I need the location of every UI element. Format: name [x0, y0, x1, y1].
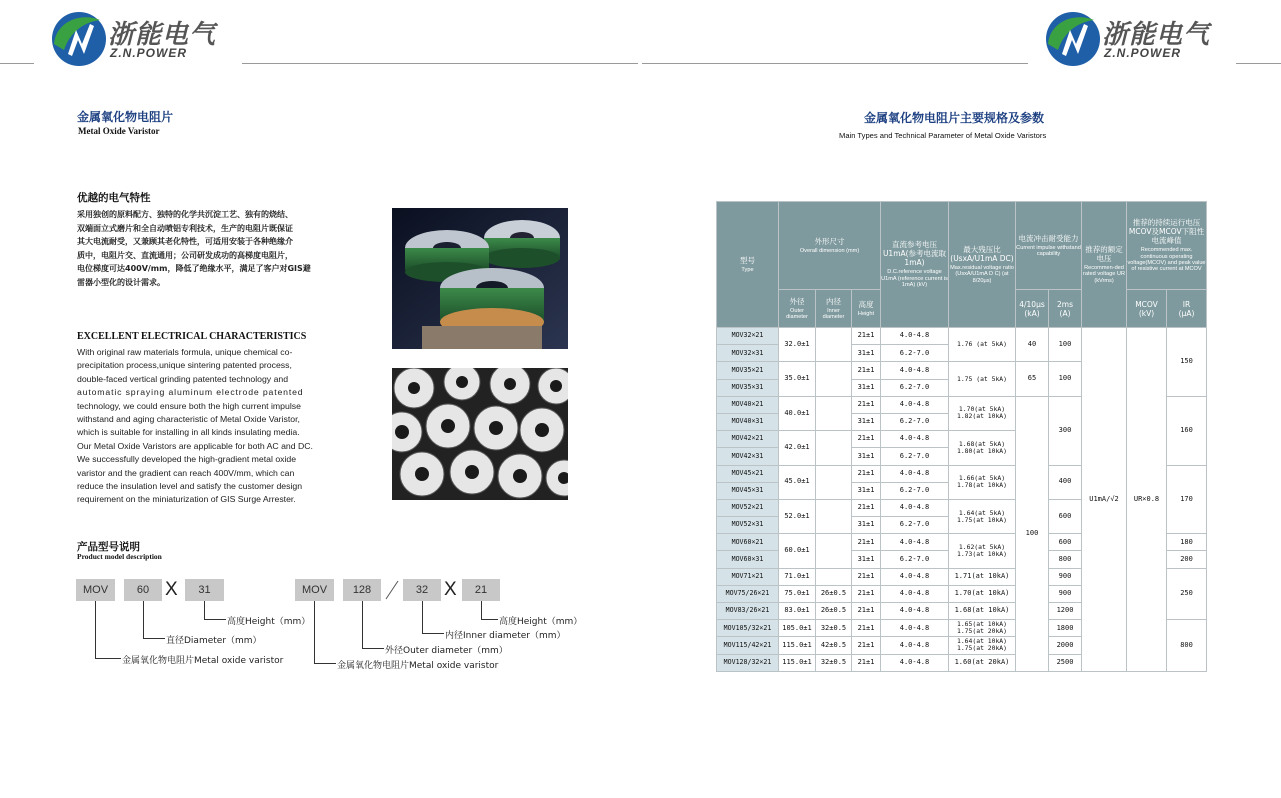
cell-residual: 1.60(at 20kA)	[949, 654, 1016, 671]
brand-mark-icon	[50, 10, 108, 68]
model2-line-i	[422, 601, 423, 633]
cell-type: MOV32×21	[717, 328, 779, 345]
model1-mov-label: 金属氧化物电阻片Metal oxide varistor	[122, 656, 284, 666]
cell-dc: 4.0-4.8	[881, 328, 949, 345]
cell-residual: 1.68(at 10kA)	[949, 603, 1016, 620]
cell-inner: 32±0.5	[816, 654, 852, 671]
model1-height-box: 31	[185, 579, 224, 601]
cell-height: 21±1	[852, 585, 881, 602]
model2-times-sign: X	[444, 579, 457, 600]
model1-mov-box: MOV	[76, 579, 115, 601]
brand-logo-left	[50, 10, 230, 70]
model2-line-i2	[422, 633, 444, 634]
model2-slash-icon	[384, 579, 400, 601]
brand-name-en: Z.N.POWER	[1104, 46, 1181, 60]
cell-type: MOV115/42×21	[717, 637, 779, 654]
model1-diameter-label: 直径Diameter（mm）	[166, 636, 262, 646]
brand-name-en: Z.N.POWER	[110, 46, 187, 60]
cell-type: MOV52×31	[717, 517, 779, 534]
model2-outer-box: 128	[343, 579, 381, 601]
cell-outer: 105.0±1	[779, 620, 816, 637]
model1-line-h	[204, 601, 205, 619]
header-impulse: 电流冲击耐受能力 Current impulse withstand capability	[1016, 202, 1082, 290]
cell-inner: 42±0.5	[816, 637, 852, 654]
model2-line-o2	[362, 648, 384, 649]
cell-outer: 115.0±1	[779, 637, 816, 654]
cell-type: MOV32×31	[717, 345, 779, 362]
left-title-cn: 金属氧化物电阻片	[77, 110, 174, 124]
model1-height-label: 高度Height（mm）	[227, 617, 311, 627]
cell-imp-2ms: 600	[1049, 534, 1082, 551]
header-dimension: 外形尺寸 Overall dimension (mm)	[779, 202, 881, 290]
cell-height: 21±1	[852, 328, 881, 345]
header-residual-ratio: 最大残压比(UsxA/U1mA DC) Max.residual voltage ratio (UsxA/U1mA D C) (at 8/20μs)	[949, 202, 1016, 328]
model2-height-label: 高度Height（mm）	[499, 617, 583, 627]
cell-residual: 1.70(at 5kA) 1.82(at 10kA)	[949, 396, 1016, 430]
cell-inner	[816, 499, 852, 533]
cell-inner	[816, 362, 852, 396]
cell-inner: 32±0.5	[816, 620, 852, 637]
brand-name-cn: 浙能电气	[1102, 20, 1211, 50]
cell-ir: 800	[1167, 620, 1207, 672]
cell-type: MOV35×31	[717, 379, 779, 396]
header-mcov: MCOV (kV)	[1127, 290, 1167, 328]
cell-height: 31±1	[852, 551, 881, 568]
cell-residual: 1.70(at 10kA)	[949, 585, 1016, 602]
cell-residual: 1.65(at 10kA) 1.75(at 20kA)	[949, 620, 1016, 637]
cell-dc: 6.2-7.0	[881, 345, 949, 362]
cell-outer: 52.0±1	[779, 499, 816, 533]
cell-height: 31±1	[852, 448, 881, 465]
header-mcov-group: 推荐的持续运行电压MCOV及MCOV下阻性电流峰值 Recommended max. continuous operating voltage(MCOV) and peak value of resistive current at MCOV	[1127, 202, 1207, 290]
cell-height: 21±1	[852, 465, 881, 482]
cell-outer: 45.0±1	[779, 465, 816, 499]
cell-height: 21±1	[852, 620, 881, 637]
intro-paragraph-cn: 采用独创的原料配方、独特的化学共沉淀工艺、独有的烧结、 双端面立式磨片和全自动喷铝专利技术，生产的电阻片既保证 其大电流耐受，又兼顾其老化特性，可适用安装于各种绝缘介 质中，电阻片交、直流通用；公司研发成功的高梯度电阻片， 电位梯度可达400V/mm，降低了绝缘水平，满足了客户对GIS避 雷器小型化的设计需求。	[77, 210, 311, 287]
cell-dc: 4.0-4.8	[881, 585, 949, 602]
cell-height: 31±1	[852, 413, 881, 430]
cell-residual: 1.68(at 5kA) 1.80(at 10kA)	[949, 431, 1016, 465]
cell-type: MOV60×31	[717, 551, 779, 568]
cell-imp-2ms: 1800	[1049, 620, 1082, 637]
header-type: 型号 Type	[717, 202, 779, 328]
cell-height: 31±1	[852, 345, 881, 362]
model1-line-m2	[95, 658, 121, 659]
varistor-photo-discs	[392, 368, 568, 500]
cell-residual: 1.64(at 5kA) 1.75(at 10kA)	[949, 499, 1016, 533]
model1-line-h2	[204, 619, 226, 620]
top-rule-left-a	[0, 63, 34, 64]
spec-table	[716, 201, 1207, 672]
cell-ir: 200	[1167, 551, 1207, 568]
model2-inner-label: 内径Inner diameter（mm）	[445, 631, 566, 641]
cell-imp-2ms: 100	[1049, 362, 1082, 396]
cell-residual: 1.75 (at 5kA)	[949, 362, 1016, 396]
header-height: 高度 Height	[852, 290, 881, 328]
cell-outer: 60.0±1	[779, 534, 816, 568]
cell-imp-2ms: 300	[1049, 396, 1082, 465]
cell-imp-4-10: 40	[1016, 328, 1049, 362]
cell-outer: 42.0±1	[779, 431, 816, 465]
cell-inner	[816, 431, 852, 465]
cell-height: 21±1	[852, 534, 881, 551]
cell-dc: 4.0-4.8	[881, 568, 949, 585]
cell-height: 21±1	[852, 568, 881, 585]
cell-dc: 4.0-4.8	[881, 431, 949, 448]
model1-line-d	[143, 601, 144, 638]
model2-height-box: 21	[462, 579, 500, 601]
cell-imp-2ms: 900	[1049, 585, 1082, 602]
cell-outer: 71.0±1	[779, 568, 816, 585]
model-title-en: Product model description	[77, 552, 162, 561]
model2-line-m2	[314, 663, 336, 664]
cell-height: 31±1	[852, 517, 881, 534]
cell-type: MOV42×31	[717, 448, 779, 465]
cell-inner	[816, 568, 852, 585]
cell-outer: 35.0±1	[779, 362, 816, 396]
right-title-en: Main Types and Technical Parameter of Metal Oxide Varistors	[839, 131, 1047, 140]
cell-outer: 75.0±1	[779, 585, 816, 602]
cell-imp-2ms: 2500	[1049, 654, 1082, 671]
cell-type: MOV45×21	[717, 465, 779, 482]
model2-inner-box: 32	[403, 579, 441, 601]
cell-outer: 83.0±1	[779, 603, 816, 620]
cell-imp-2ms: 1200	[1049, 603, 1082, 620]
header-impulse-2ms: 2ms (A)	[1049, 290, 1082, 328]
cell-height: 21±1	[852, 654, 881, 671]
cell-dc: 4.0-4.8	[881, 465, 949, 482]
cell-dc: 4.0-4.8	[881, 362, 949, 379]
cell-imp-2ms: 800	[1049, 551, 1082, 568]
model1-line-m	[95, 601, 96, 658]
model2-line-m	[314, 601, 315, 663]
cell-imp-4-10: 100	[1016, 396, 1049, 671]
header-outer: 外径 Outer diameter	[779, 290, 816, 328]
top-rule-right-b	[1236, 63, 1281, 64]
cell-type: MOV60×21	[717, 534, 779, 551]
cell-type: MOV45×31	[717, 482, 779, 499]
cell-dc: 4.0-4.8	[881, 637, 949, 654]
cell-type: MOV83/26×21	[717, 603, 779, 620]
table-row	[717, 328, 1207, 345]
cell-ir: 180	[1167, 534, 1207, 551]
model1-diameter-box: 60	[124, 579, 162, 601]
section-title-cn: 优越的电气特性	[77, 192, 151, 204]
cell-dc: 4.0-4.8	[881, 499, 949, 516]
cell-type: MOV75/26×21	[717, 585, 779, 602]
brand-mark-icon	[1044, 10, 1102, 68]
section-title-en: EXCELLENT ELECTRICAL CHARACTERISTICS	[77, 331, 307, 342]
cell-dc: 6.2-7.0	[881, 517, 949, 534]
cell-imp-2ms: 600	[1049, 499, 1082, 533]
cell-imp-2ms: 2000	[1049, 637, 1082, 654]
cell-imp-4-10: 65	[1016, 362, 1049, 396]
model-title-cn: 产品型号说明	[77, 541, 140, 553]
cell-dc: 4.0-4.8	[881, 654, 949, 671]
header-impulse-4-10: 4/10μs (kA)	[1016, 290, 1049, 328]
cell-dc: 4.0-4.8	[881, 534, 949, 551]
cell-height: 21±1	[852, 431, 881, 448]
cell-imp-2ms: 400	[1049, 465, 1082, 499]
model1-times-sign: X	[165, 579, 178, 600]
cell-height: 21±1	[852, 603, 881, 620]
cell-type: MOV105/32×21	[717, 620, 779, 637]
cell-dc: 6.2-7.0	[881, 413, 949, 430]
cell-ir: 250	[1167, 568, 1207, 620]
cell-inner: 26±0.5	[816, 603, 852, 620]
cell-ir: 170	[1167, 465, 1207, 534]
header-inner: 内径 Inner diameter	[816, 290, 852, 328]
cell-type: MOV128/32×21	[717, 654, 779, 671]
varistor-photo-stack	[392, 208, 568, 349]
cell-type: MOV71×21	[717, 568, 779, 585]
model2-outer-label: 外径Outer diameter（mm）	[385, 646, 508, 656]
brand-name-cn: 浙能电气	[108, 20, 217, 50]
cell-residual: 1.71(at 10kA)	[949, 568, 1016, 585]
cell-type: MOV42×21	[717, 431, 779, 448]
model2-line-h	[481, 601, 482, 619]
cell-ir: 160	[1167, 396, 1207, 465]
cell-dc: 4.0-4.8	[881, 396, 949, 413]
cell-inner	[816, 396, 852, 430]
top-rule-right-a	[642, 63, 1028, 64]
cell-imp-2ms: 900	[1049, 568, 1082, 585]
cell-outer: 32.0±1	[779, 328, 816, 362]
cell-inner	[816, 465, 852, 499]
cell-dc: 4.0-4.8	[881, 603, 949, 620]
cell-ir: 150	[1167, 328, 1207, 397]
cell-outer: 40.0±1	[779, 396, 816, 430]
cell-type: MOV35×21	[717, 362, 779, 379]
cell-dc: 4.0-4.8	[881, 620, 949, 637]
cell-inner	[816, 328, 852, 362]
cell-imp-2ms: 100	[1049, 328, 1082, 362]
model2-line-h2	[481, 619, 498, 620]
cell-outer: 115.0±1	[779, 654, 816, 671]
cell-inner	[816, 534, 852, 568]
model2-mov-box: MOV	[295, 579, 334, 601]
cell-rated: U1mA/√2	[1082, 328, 1127, 672]
intro-paragraph-en: With original raw materials formula, unique chemical co- precipitation process,unique sintering patented process, double-faced vertical grinding patented technology and automatic spraying aluminum electrode patented technology, we could ensure both the high current impulse withstand and aging characteristic of Metal Oxide Varistor, which is suitable for installing in all kinds insulating media. Our Metal Oxide Varistors are applicable for both AC and DC. We successfully developed the high-gradient metal oxide varistor and the gradient can reach 400V/mm, which can reduce the insulation level and satisfy the customer design requirement on the miniaturization of GIS Surge Arrester.	[77, 347, 313, 505]
cell-height: 21±1	[852, 396, 881, 413]
cell-residual: 1.76 (at 5kA)	[949, 328, 1016, 362]
header-dc-reference: 直流参考电压U1mA(参考电流取1mA) D.C.reference voltage U1mA (reference current is 1mA) (kV)	[881, 202, 949, 328]
cell-dc: 6.2-7.0	[881, 551, 949, 568]
right-title-cn: 金属氧化物电阻片主要规格及参数	[864, 111, 1045, 125]
header-rated-voltage: 推荐的额定电压 Recommen-ded rated voltage UR (kVrms)	[1082, 202, 1127, 328]
cell-mcov: UR×0.8	[1127, 328, 1167, 672]
cell-height: 21±1	[852, 362, 881, 379]
model2-mov-label: 金属氧化物电阻片Metal oxide varistor	[337, 661, 499, 671]
cell-height: 31±1	[852, 379, 881, 396]
model2-line-o	[362, 601, 363, 648]
cell-inner: 26±0.5	[816, 585, 852, 602]
cell-dc: 6.2-7.0	[881, 379, 949, 396]
cell-residual: 1.64(at 10kA) 1.75(at 20kA)	[949, 637, 1016, 654]
cell-type: MOV52×21	[717, 499, 779, 516]
cell-type: MOV40×31	[717, 413, 779, 430]
cell-type: MOV40×21	[717, 396, 779, 413]
cell-residual: 1.66(at 5kA) 1.78(at 10kA)	[949, 465, 1016, 499]
brand-logo-right	[1044, 10, 1224, 70]
cell-residual: 1.62(at 5kA) 1.73(at 10kA)	[949, 534, 1016, 568]
cell-dc: 6.2-7.0	[881, 482, 949, 499]
header-ir: IR (μA)	[1167, 290, 1207, 328]
top-rule-left-b	[242, 63, 638, 64]
cell-dc: 6.2-7.0	[881, 448, 949, 465]
cell-height: 21±1	[852, 499, 881, 516]
model1-line-d2	[143, 638, 165, 639]
cell-height: 31±1	[852, 482, 881, 499]
left-title-en: Metal Oxide Varistor	[78, 126, 160, 136]
cell-height: 21±1	[852, 637, 881, 654]
